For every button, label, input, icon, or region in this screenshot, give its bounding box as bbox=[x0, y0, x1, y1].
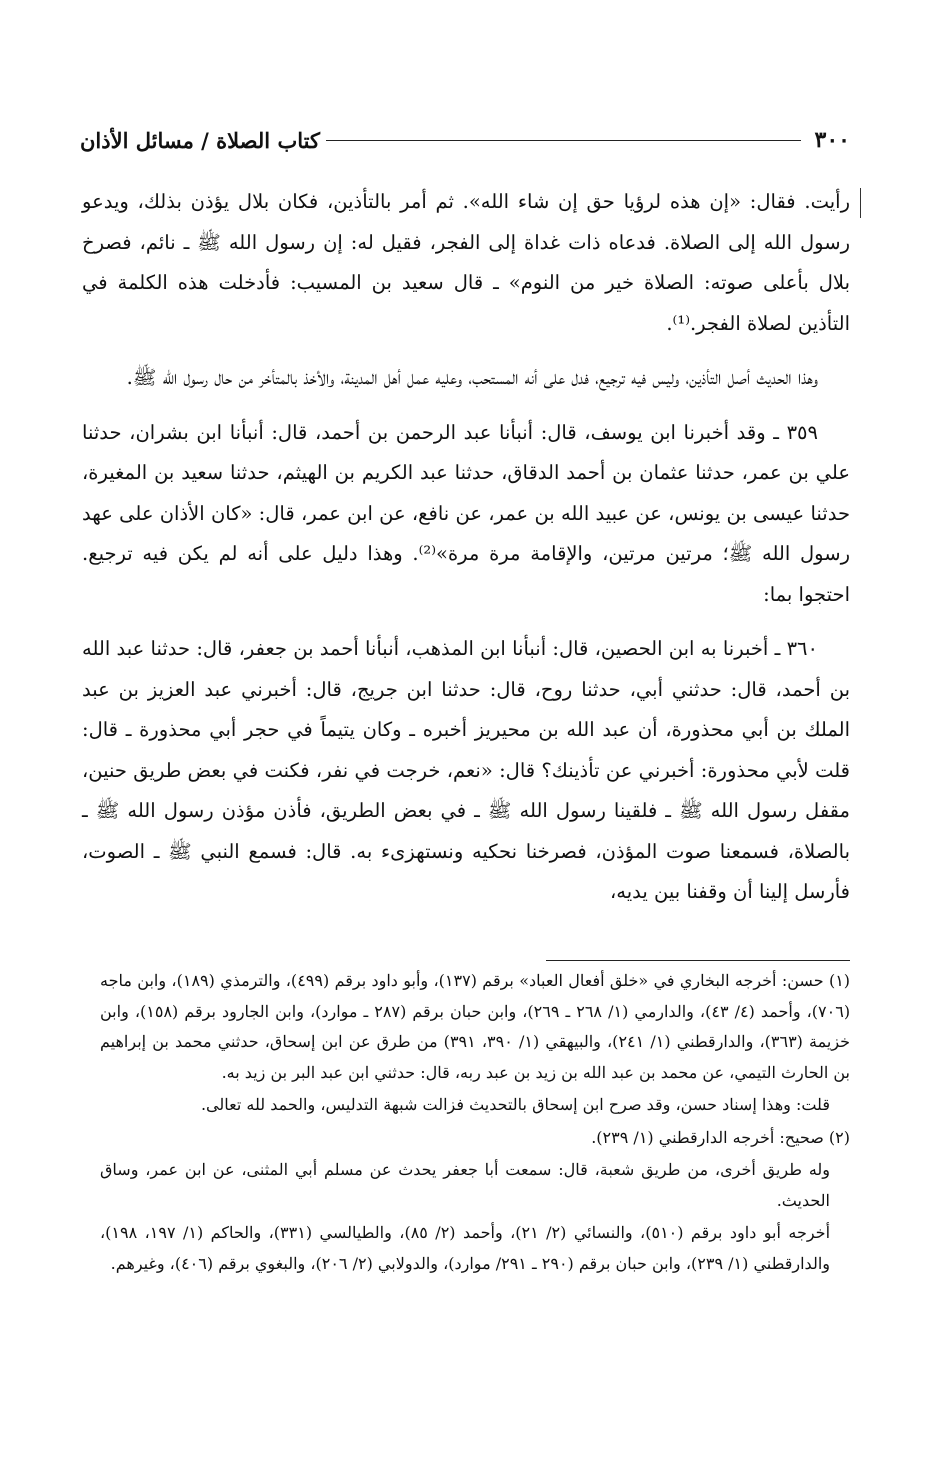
footnote-2: (٢) صحيح: أخرجه الدارقطني (١/ ٢٣٩). bbox=[591, 1127, 850, 1147]
running-title: كتاب الصلاة / مسائل الأذان bbox=[80, 127, 320, 153]
footnote-rule bbox=[546, 960, 850, 961]
footnote-2-sources: أخرجه أبو داود برقم (٥١٠)، والنسائي (٢/ ٢١)، وأحمد (٢/ ٨٥)، والطيالسي (٣٣١)، والحاكم (١/ ١٩٧، ١٩٨)، والدارقطني (١/ ٢٣٩)، وابن حبان برقم (٢٩٠ ـ ٢٩١/ موارد)، والدولابي (٢/ ٢٠٦)، والبغوي برقم (٤٠٦)، وغيرهم. bbox=[100, 1223, 831, 1273]
page-number: ٣٠٠ bbox=[814, 127, 850, 153]
footnote-1: (١) حسن: أخرجه البخاري في «خلق أفعال العباد» برقم (١٣٧)، وأبو داود برقم (٤٩٩)، والترمذي (١٨٩)، وابن ماجه (٧٠٦)، وأحمد (٤/ ٤٣)، والدارمي (١/ ٢٦٨ ـ ٢٦٩)، وابن حبان برقم (٢٨٧ ـ موارد)، وابن الجارود برقم (١٥٨)، وابن خزيمة (٣٦٣)، والدارقطني (١/ ٢٤١)، والبيهقي (١/ ٣٩٠، ٣٩١) من طرق عن ابن إسحاق، حدثني محمد بن إبراهيم بن الحارث التيمي، عن محمد بن عبد الله بن زيد بن عبد ربه، قال: حدثني ابن عبد البر بن زيد به. bbox=[100, 971, 851, 1082]
paragraph-commentary: وهذا الحديث أصل التأذين، وليس فيه ترجيع، فدل على أنه المستحب، وعليه عمل أهل المدينة، والأخذ بالمتأخر من حال رسول الله ﷺ. bbox=[126, 366, 818, 389]
footnote-1-note: قلت: وهذا إسناد حسن، وقد صرح ابن إسحاق بالتحديث فزالت شبهة التدليس، والحمد لله تعالى. bbox=[200, 1095, 830, 1114]
paragraph-hadith-360: ٣٦٠ ـ أخبرنا به ابن الحصين، قال: أنبأنا ابن المذهب، أنبأنا أحمد بن جعفر، قال: حدثنا عبد الله بن أحمد، قال: حدثني أبي، حدثنا روح، قال: حدثنا ابن جريج، قال: أخبرني عبد العزيز بن عبد الملك بن أبي محذورة، أن عبد الله بن محيريز أخبره ـ وكان يتيماً في حجر أبي محذورة ـ قال: قلت لأبي محذورة: أخبرني عن تأذينك؟ قال: «نعم، خرجت في نفر، فكنت في بعض طريق حنين، مقفل رسول الله ﷺ ـ فلقينا رسول الله ﷺ ـ في بعض الطريق، فأذن مؤذن رسول الله ﷺ ـ بالصلاة، فسمعنا صوت المؤذن، فصرخنا نحكيه ونستهزىء به. قال: فسمع النبي ﷺ ـ الصوت، فأرسل إلينا أن وقفنا بين يديه، bbox=[82, 637, 850, 903]
footnotes bbox=[100, 966, 850, 1281]
paragraph-continuation: رأيت. فقال: «إن هذه لرؤيا حق إن شاء الله». ثم أمر بالتأذين، فكان بلال يؤذن بذلك، ويدعو رسول الله إلى الصلاة. فدعاه ذات غداة إلى الفجر، فقيل له: إن رسول الله ﷺ ـ نائم، فصرخ بلال بأعلى صوته: الصلاة خير من النوم» ـ قال سعيد بن المسيب: فأدخلت هذه الكلمة في التأذين لصلاة الفجر.⁽¹⁾. bbox=[82, 190, 850, 335]
footnote-2-other-route: وله طريق أخرى، من طريق شعبة، قال: سمعت أبا جعفر يحدث عن مسلم أبي المثنى، عن ابن عمر، وساق الحديث. bbox=[100, 1160, 830, 1210]
paragraph-hadith-359: ٣٥٩ ـ وقد أخبرنا ابن يوسف، قال: أنبأنا عبد الرحمن بن أحمد، قال: أنبأنا ابن بشران، حدثنا علي بن عمر، حدثنا عثمان بن أحمد الدقاق، حدثنا عبد الكريم بن الهيثم، حدثنا سعيد بن المغيرة، حدثنا عيسى بن يونس، عن عبيد الله بن عمر، عن نافع، عن ابن عمر، قال: «كان الأذان على عهد رسول الله ﷺ؛ مرتين مرتين، والإقامة مرة مرة»⁽²⁾. وهذا دليل على أنه لم يكن فيه ترجيع. احتجوا بما: bbox=[82, 420, 851, 606]
running-header bbox=[80, 122, 850, 158]
margin-mark bbox=[860, 188, 861, 218]
main-text bbox=[82, 182, 850, 927]
header-rule bbox=[326, 140, 801, 141]
